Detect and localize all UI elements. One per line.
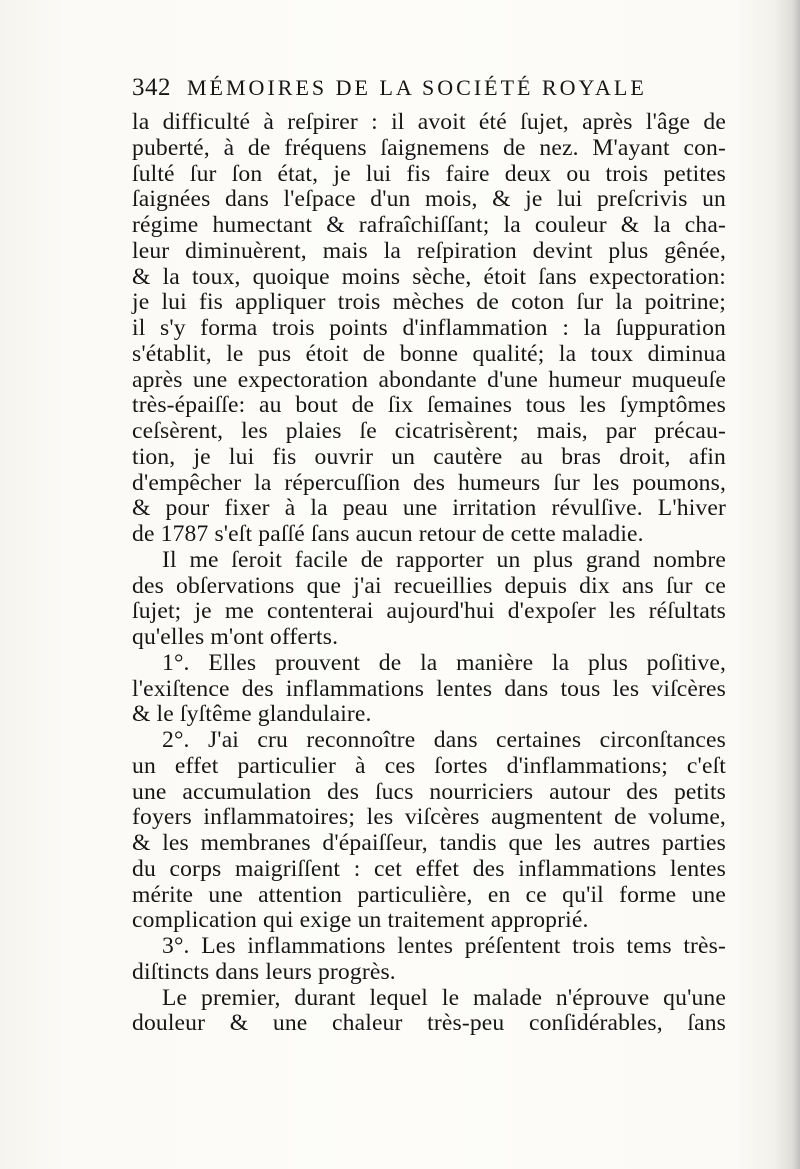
text-line: ceſsèrent, les plaies ſe cicatrisèrent; mais, par précau- [132,418,726,444]
text-line: l'exiſtence des inflammations lentes dans tous les viſcères [132,675,726,702]
text-line: du corps maigriſſent : cet effet des inflammations lentes [132,855,726,882]
text-line: d'empêcher la répercuſſion des humeurs ſur les poumons, [132,469,726,496]
text-line: je lui fis appliquer trois mèches de coton ſur la poitrine; [132,289,726,316]
text-line: foyers inflammatoires; les viſcères augmentent de volume, [132,804,726,831]
text-line: diſtincts dans leurs progrès. [132,958,396,985]
text-line: 1°. Elles prouvent de la manière la plus poſitive, [162,649,726,676]
text-line: qu'elles m'ont offerts. [132,624,339,650]
text-line: leur diminuèrent, mais la reſpiration devint plus gênée, [132,237,726,264]
page-number: 342 [132,74,171,101]
text-line: très-épaiſſe: au bout de ſix ſemaines tous les ſymptômes [132,392,726,419]
text-line: une accumulation des ſucs nourriciers autour des petits [132,778,726,805]
text-line: 2°. J'ai cru reconnoître dans certaines circonſtances [162,727,726,753]
text-line: & la toux, quoique moins sèche, étoit ſans expectoration: [132,263,726,290]
text-line: ſujet; je me contenterai aujourd'hui d'expoſer les réſultats [132,598,726,625]
text-line: un effet particulier à ces ſortes d'inflammations; c'eſt [132,752,726,779]
text-line: après une expectoration abondante d'une humeur muqueuſe [132,366,726,393]
running-head: MÉMOIRES DE LA SOCIÉTÉ ROYALE [187,75,647,100]
text-line: mérite une attention particulière, en ce qu'il forme une [132,881,726,908]
text-line: des obſervations que j'ai recueillies depuis dix ans ſur ce [132,572,726,599]
text-line: la difficulté à reſpirer : il avoit été ſujet, après l'âge de [132,109,726,135]
text-line: & pour fixer à la peau une irritation révulſive. L'hiver [132,495,726,522]
text-line: de 1787 s'eſt paſſé ſans aucun retour de cette maladie. [132,521,644,547]
text-line: Le premier, durant lequel le malade n'éprouve qu'une [162,984,726,1011]
text-line: & le ſyſtême glandulaire. [132,701,372,728]
text-line: ſulté ſur ſon état, je lui fis faire deux ou trois petites [132,160,726,187]
text-line: puberté, à de fréquens ſaignemens de nez. M'ayant con- [132,134,726,161]
text-line: & les membranes d'épaiſſeur, tandis que les autres parties [132,830,726,856]
page-edge-shadow [774,0,800,1169]
page-header [132,74,726,108]
text-line: Il me ſeroit facile de rapporter un plus grand nombre [162,546,726,573]
text-line: il s'y forma trois points d'inflammation : la ſuppuration [132,315,726,341]
text-line: douleur & une chaleur très-peu conſidérables, ſans [132,1010,726,1037]
text-line: s'établit, le pus étoit de bonne qualité; la toux diminua [132,340,726,367]
text-line: ſaignées dans l'eſpace d'un mois, & je lui preſcrivis un [132,186,726,213]
text-block [132,74,726,1037]
text-line: complication qui exige un traitement approprié. [132,907,589,934]
text-line: 3°. Les inflammations lentes préſentent trois tems très- [162,933,726,959]
text-line: régime humectant & rafraîchiſſant; la couleur & la cha- [132,212,726,238]
text-line: tion, je lui fis ouvrir un cautère au bras droit, afin [132,443,726,470]
